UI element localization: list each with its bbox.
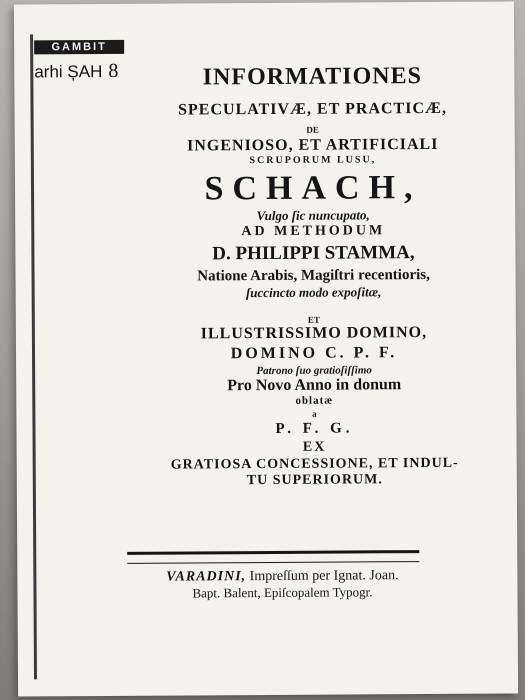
dedication-line: Pro Novo Anno in donum: [227, 376, 402, 395]
imprint-line: Bapt. Balent, Epiſcopalem Typogr.: [192, 584, 373, 601]
title-block: [132, 62, 495, 490]
subtitle-line: ET: [307, 314, 320, 325]
double-rule-divider: [127, 550, 419, 564]
book-cover: [14, 1, 518, 696]
subtitle-line: Natione Arabis, Magiſtri recentioris,: [197, 266, 430, 285]
publisher-label: GAMBIT: [34, 40, 124, 55]
author-line: D. PHILIPPI STAMMA,: [212, 242, 415, 265]
subtitle-line: EX: [302, 439, 327, 455]
main-title: INFORMATIONES: [202, 63, 423, 91]
binding-strip: [30, 34, 37, 679]
series-label: [34, 60, 118, 84]
schach-heading: SCHACH,: [204, 169, 422, 208]
subtitle-line: INGENIOSO, ET ARTIFICIALI: [187, 135, 439, 155]
dedication-line: DOMINO C. P. F.: [230, 344, 398, 363]
imprint-city: VARADINI,: [166, 569, 247, 585]
imprint-block: [117, 568, 447, 602]
dedication-line: Patrono ſuo gratioſiſſimo: [256, 364, 372, 378]
subtitle-line: AD METHODUM: [241, 223, 386, 240]
dedication-line: oblatæ: [295, 394, 334, 407]
series-name: arhi ȘAH: [34, 61, 103, 82]
initials-line: P. F. G.: [275, 420, 354, 437]
imprint-line: [117, 568, 447, 586]
subtitle-line: SCRUPORUM LUSU,: [249, 154, 377, 167]
subtitle-line: TU SUPERIORUM.: [246, 472, 383, 489]
subtitle-line: SPECULATIVÆ, ET PRACTICÆ,: [178, 99, 448, 119]
subtitle-line: ſuccincto modo expoſitæ,: [245, 284, 382, 301]
series-number: 8: [108, 59, 119, 82]
dedication-line: ILLUSTRISSIMO DOMINO,: [200, 324, 428, 343]
subtitle-line: Vulgo ſic nuncupato,: [256, 207, 370, 224]
dedication-line: a: [312, 408, 317, 419]
subtitle-line: DE: [306, 124, 319, 135]
subtitle-line: GRATIOSA CONCESSIONE, ET INDUL-: [170, 455, 459, 473]
imprint-printer: Impreſſum per Ignat. Joan.: [249, 568, 399, 585]
